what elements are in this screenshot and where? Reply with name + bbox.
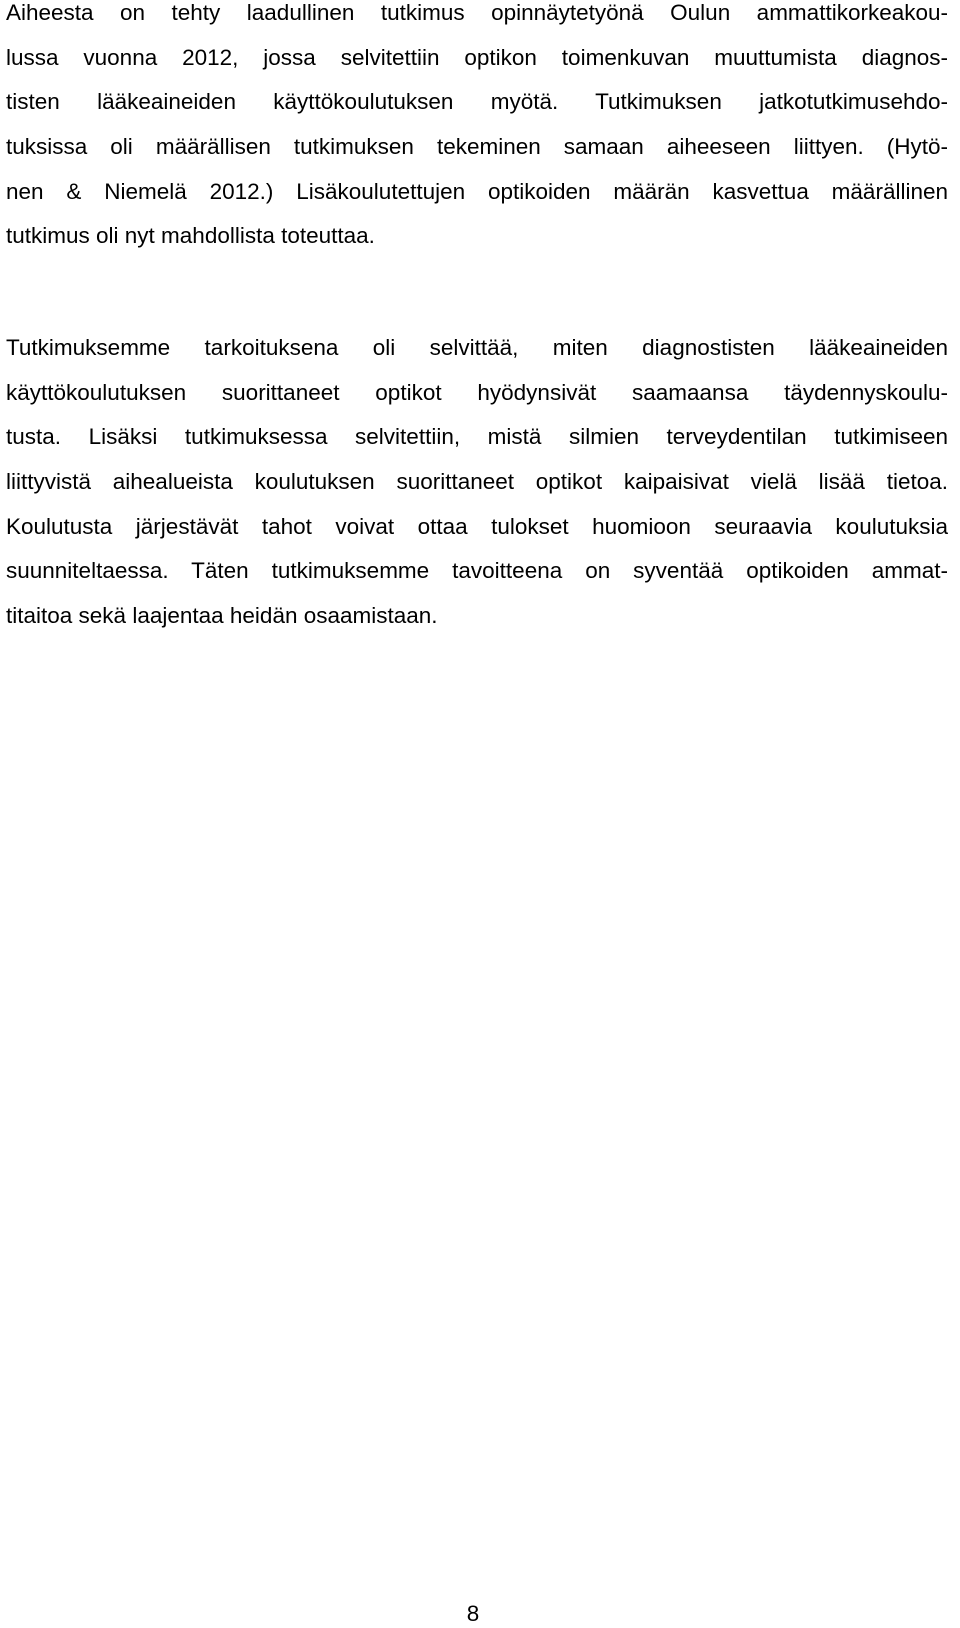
paragraph-purpose: [6, 326, 948, 639]
text-line: tusta. Lisäksi tutkimuksessa selvitettiin, mistä silmien terveydentilan tutkimiseen: [6, 424, 948, 450]
text-line: Koulutusta järjestävät tahot voivat ottaa tulokset huomioon seuraavia koulutuksia: [6, 513, 948, 539]
text-line: titaitoa sekä laajentaa heidän osaamistaan.: [6, 603, 438, 629]
page-number: 8: [466, 1601, 480, 1626]
text-line: lussa vuonna 2012, jossa selvitettiin optikon toimenkuvan muuttumista diagnos-: [6, 44, 948, 70]
text-line: nen & Niemelä 2012.) Lisäkoulutettujen optikoiden määrän kasvettua määrällinen: [6, 178, 948, 204]
text-line: liittyvistä aihealueista koulutuksen suorittaneet optikot kaipaisivat vielä lisää tietoa.: [6, 469, 948, 495]
paragraph-background: [6, 0, 948, 259]
text-line: käyttökoulutuksen suorittaneet optikot hyödynsivät saamaansa täydennyskoulu-: [6, 379, 948, 405]
text-line: Aiheesta on tehty laadullinen tutkimus opinnäytetyönä Oulun ammattikorkeakou-: [6, 0, 948, 25]
text-line: tisten lääkeaineiden käyttökoulutuksen myötä. Tutkimuksen jatkotutkimusehdo-: [6, 89, 948, 115]
text-line: tuksissa oli määrällisen tutkimuksen tekeminen samaan aiheeseen liittyen. (Hytö-: [6, 134, 948, 160]
text-line: suunniteltaessa. Täten tutkimuksemme tavoitteena on syventää optikoiden ammat-: [6, 558, 948, 584]
text-line: tutkimus oli nyt mahdollista toteuttaa.: [6, 223, 375, 249]
text-line: Tutkimuksemme tarkoituksena oli selvittää, miten diagnostisten lääkeaineiden: [6, 335, 948, 360]
